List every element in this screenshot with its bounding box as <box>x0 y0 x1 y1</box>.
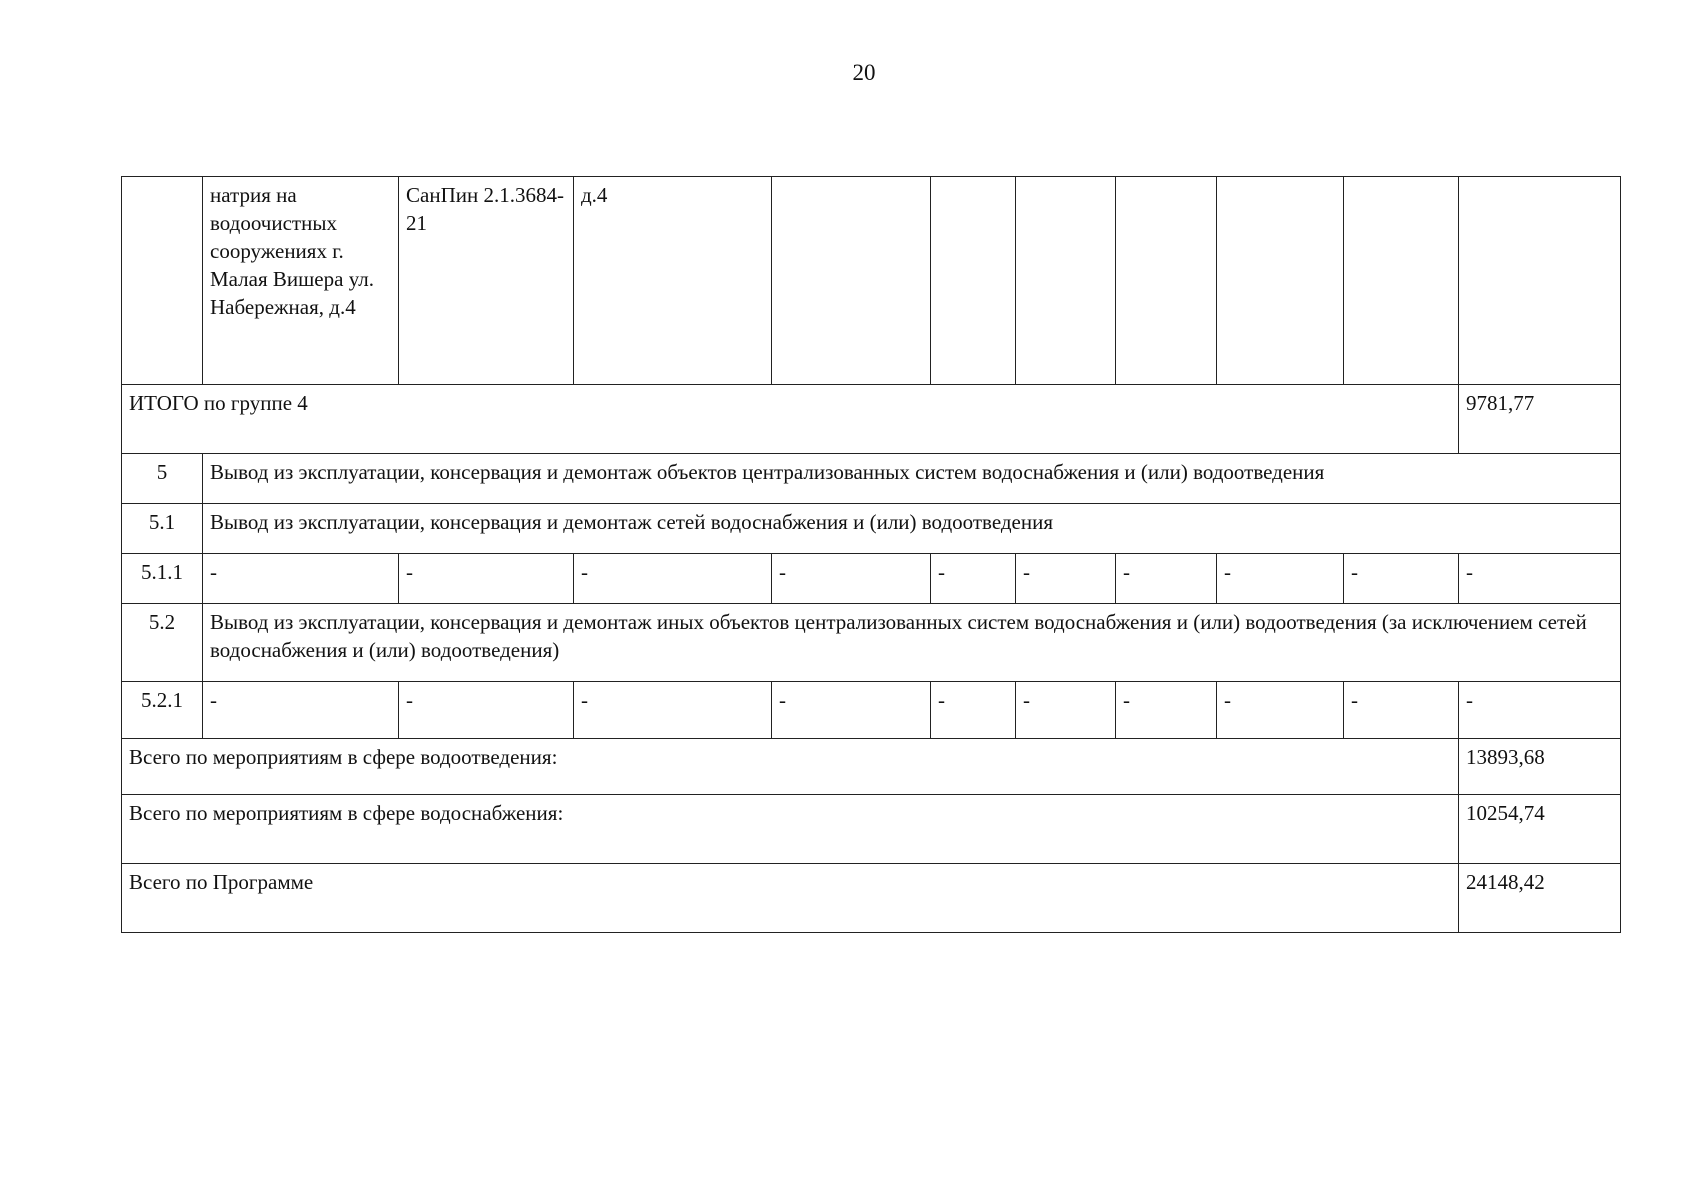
subsection-number: 5.1 <box>122 504 203 554</box>
total-value: 24148,42 <box>1459 864 1621 933</box>
item-number: 5.1.1 <box>122 554 203 604</box>
total-label: Всего по мероприятиям в сфере водоснабжения: <box>122 795 1459 864</box>
subsection-title: Вывод из эксплуатации, консервация и демонтаж сетей водоснабжения и (или) водоотведения <box>203 504 1621 554</box>
section-title: Вывод из эксплуатации, консервация и демонтаж объектов централизованных систем водоснабжения и (или) водоотведения <box>203 454 1621 504</box>
cell-empty <box>931 177 1016 385</box>
item-row <box>122 682 1621 739</box>
total-value: 10254,74 <box>1459 795 1621 864</box>
group4-total-value: 9781,77 <box>1459 385 1621 454</box>
total-row <box>122 864 1621 933</box>
total-label: Всего по Программе <box>122 864 1459 933</box>
total-row <box>122 739 1621 795</box>
subsection-row <box>122 504 1621 554</box>
item-row <box>122 554 1621 604</box>
subsection-row <box>122 604 1621 682</box>
item-cell: - <box>772 682 931 739</box>
item-cell: - <box>399 682 574 739</box>
cell-empty-number <box>122 177 203 385</box>
cell-measure-name: натрия на водоочистных сооружениях г. Малая Вишера ул. Набережная, д.4 <box>203 177 399 385</box>
item-cell: - <box>931 682 1016 739</box>
item-number: 5.2.1 <box>122 682 203 739</box>
section-row <box>122 454 1621 504</box>
subsection-number: 5.2 <box>122 604 203 682</box>
cell-empty <box>772 177 931 385</box>
section-number: 5 <box>122 454 203 504</box>
item-cell: - <box>574 682 772 739</box>
item-cell: - <box>1217 554 1344 604</box>
group4-total-label: ИТОГО по группе 4 <box>122 385 1459 454</box>
page-number: 20 <box>852 60 876 85</box>
item-cell: - <box>1344 682 1459 739</box>
item-cell: - <box>1459 682 1621 739</box>
item-cell: - <box>1116 554 1217 604</box>
item-cell: - <box>931 554 1016 604</box>
group4-total-row <box>122 385 1621 454</box>
cell-location: д.4 <box>574 177 772 385</box>
cell-basis: СанПин 2.1.3684-21 <box>399 177 574 385</box>
item-cell: - <box>574 554 772 604</box>
cell-empty <box>1116 177 1217 385</box>
item-cell: - <box>1344 554 1459 604</box>
item-cell: - <box>1459 554 1621 604</box>
item-cell: - <box>399 554 574 604</box>
item-cell: - <box>1217 682 1344 739</box>
item-cell: - <box>772 554 931 604</box>
item-cell: - <box>1116 682 1217 739</box>
cell-empty <box>1344 177 1459 385</box>
item-cell: - <box>1016 554 1116 604</box>
continuation-row <box>122 177 1621 385</box>
item-cell: - <box>203 554 399 604</box>
item-cell: - <box>1016 682 1116 739</box>
cell-empty <box>1459 177 1621 385</box>
cell-empty <box>1217 177 1344 385</box>
total-label: Всего по мероприятиям в сфере водоотведения: <box>122 739 1459 795</box>
total-row <box>122 795 1621 864</box>
cell-empty <box>1016 177 1116 385</box>
item-cell: - <box>203 682 399 739</box>
program-table <box>121 176 1621 933</box>
total-value: 13893,68 <box>1459 739 1621 795</box>
subsection-title: Вывод из эксплуатации, консервация и демонтаж иных объектов централизованных систем водоснабжения и (или) водоотведения (за исключением сетей водоснабжения и (или) водоотведения) <box>203 604 1621 682</box>
